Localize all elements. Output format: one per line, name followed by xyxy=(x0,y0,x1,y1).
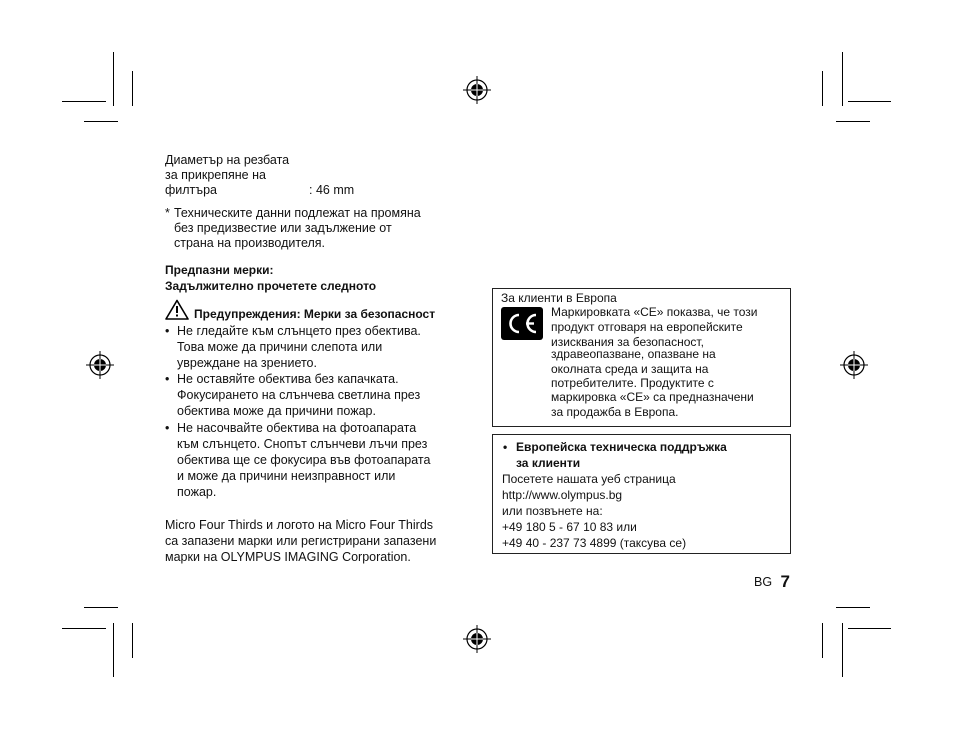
crop-mark xyxy=(84,121,118,122)
support-line: Посетете нашата уеб страница xyxy=(502,472,676,486)
list-item-line: обектива ще се фокусира във фотоапарата xyxy=(177,453,431,467)
registration-mark-icon xyxy=(840,351,868,379)
crop-mark xyxy=(84,607,118,608)
list-bullet: • xyxy=(165,421,170,435)
europe-box-line: за продажба в Европа. xyxy=(551,405,679,419)
crop-mark xyxy=(113,623,114,677)
list-item-line: пожар. xyxy=(177,485,217,499)
page-label xyxy=(754,572,790,592)
spec-label-line: филтъра xyxy=(165,183,218,197)
trademark-line: са запазени марки или регистрирани запазени xyxy=(165,534,437,548)
list-bullet: • xyxy=(165,324,170,338)
europe-box-line: Маркировката «CE» показва, че този xyxy=(551,305,758,319)
list-item-line: и може да причини неизправност или xyxy=(177,469,396,483)
crop-mark xyxy=(113,52,114,106)
list-item-line: Не гледайте към слънцето през обектива. xyxy=(177,324,421,338)
europe-box-line: изисквания за безопасност, xyxy=(551,335,704,349)
support-line: или позвънете на: xyxy=(502,504,603,518)
list-item-line: Това може да причини слепота или xyxy=(177,340,383,354)
registration-mark-icon xyxy=(463,625,491,653)
crop-mark xyxy=(848,628,891,629)
crop-mark xyxy=(848,101,891,102)
support-heading: Европейска техническа поддръжка xyxy=(516,440,727,454)
precautions-title: Предпазни мерки: xyxy=(165,263,274,277)
europe-box-line: маркировка «CE» са предназначени xyxy=(551,390,754,404)
crop-mark xyxy=(842,623,843,677)
page-number: 7 xyxy=(780,572,790,591)
europe-box-line: здравеопазване, опазване на xyxy=(551,347,716,361)
crop-mark xyxy=(132,623,133,658)
europe-box-line: потребителите. Продуктите с xyxy=(551,376,714,390)
europe-box-line: продукт отговаря на европейските xyxy=(551,320,743,334)
crop-mark xyxy=(836,121,870,122)
support-phone: +49 180 5 - 67 10 83 или xyxy=(502,520,637,534)
crop-mark xyxy=(132,71,133,106)
support-url[interactable]: http://www.olympus.bg xyxy=(502,488,623,502)
spec-label-line: Диаметър на резбата xyxy=(165,153,290,167)
list-item-line: Не насочвайте обектива на фотоапарата xyxy=(177,421,417,435)
europe-box-title: За клиенти в Европа xyxy=(501,291,617,305)
list-item-line: Фокусирането на слънчева светлина през xyxy=(177,388,421,402)
footnote-line: страна на производителя. xyxy=(174,236,326,250)
page-language: BG xyxy=(754,575,773,589)
crop-mark xyxy=(822,623,823,658)
list-item-line: към слънцето. Снопът слънчеви лъчи през xyxy=(177,437,428,451)
crop-mark xyxy=(822,71,823,106)
list-item-line: Не оставяйте обектива без капачката. xyxy=(177,372,399,386)
registration-mark-icon xyxy=(86,351,114,379)
support-phone: +49 40 - 237 73 4899 (таксува се) xyxy=(502,536,687,550)
list-item-line: обектива може да причини пожар. xyxy=(177,404,376,418)
crop-mark xyxy=(62,101,106,102)
footnote-line: Техническите данни подлежат на промяна xyxy=(174,206,421,220)
trademark-line: марки на OLYMPUS IMAGING Corporation. xyxy=(165,550,411,564)
ce-logo-icon xyxy=(501,307,543,340)
precautions-subtitle: Задължително прочетете следното xyxy=(165,279,377,293)
warning-heading: Предупреждения: Мерки за безопасност xyxy=(194,307,436,321)
footnote-mark: * xyxy=(165,206,170,220)
list-item-line: увреждане на зрението. xyxy=(177,356,317,370)
support-heading: за клиенти xyxy=(516,456,581,470)
europe-box-line: околната среда и защита на xyxy=(551,362,709,376)
crop-mark xyxy=(836,607,870,608)
crop-mark xyxy=(842,52,843,106)
warning-triangle-icon xyxy=(165,299,189,320)
registration-mark-icon xyxy=(463,76,491,104)
list-bullet: • xyxy=(165,372,170,386)
spec-value: : 46 mm xyxy=(309,183,355,197)
trademark-line: Micro Four Thirds и логото на Micro Four Thirds xyxy=(165,518,434,532)
footnote-line: без предизвестие или задължение от xyxy=(174,221,392,235)
support-bullet: • xyxy=(503,440,508,454)
spec-label-line: за прикрепяне на xyxy=(165,168,266,182)
crop-mark xyxy=(62,628,106,629)
